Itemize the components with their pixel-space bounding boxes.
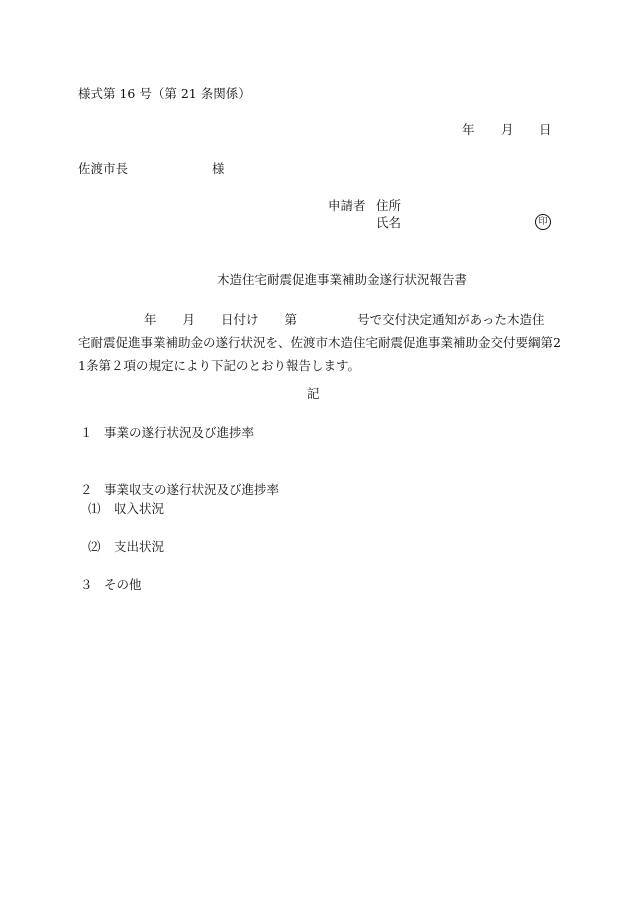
subsection-1-number: ⑴: [88, 501, 101, 516]
subsection-2-label: 支出状況: [114, 539, 165, 554]
body-line-2: 宅耐震促進事業補助金の遂行状況を、佐渡市木造住宅耐震促進事業補助金交付要綱第2: [78, 335, 561, 350]
body-line1-tail: 号で交付決定通知があった木造住: [357, 312, 545, 327]
addressee-name: 佐渡市長: [78, 161, 129, 176]
date-day-label: 日: [539, 122, 552, 137]
section-2-number: ２: [80, 482, 93, 497]
subsection-1-label: 収入状況: [114, 501, 165, 516]
body-line-3: 1条第２項の規定により下記のとおり報告します。: [78, 358, 360, 373]
applicant-name-label: 氏名: [376, 215, 402, 230]
section-2-label: 事業収支の遂行状況及び進捗率: [104, 482, 280, 497]
section-1-number: １: [80, 425, 93, 440]
body-paragraph: [78, 308, 561, 377]
body-month-label: 月: [182, 312, 196, 327]
addressee-honorific: 様: [212, 161, 225, 176]
document-title: 木造住宅耐震促進事業補助金遂行状況報告書: [217, 272, 468, 287]
section-3-number: ３: [80, 577, 93, 592]
body-number-prefix: 第: [284, 312, 298, 327]
body-year-label: 年: [144, 312, 157, 327]
applicant-label: 申請者: [328, 198, 366, 213]
body-dated-label: 日付け: [221, 312, 259, 327]
date-year-label: 年: [462, 122, 475, 137]
seal-mark: 印: [535, 214, 551, 230]
date-month-label: 月: [501, 122, 514, 137]
ki-heading: 記: [307, 386, 320, 401]
section-3-label: その他: [104, 577, 142, 592]
applicant-address-label: 住所: [376, 198, 402, 213]
body-line-1: [78, 308, 552, 331]
section-1-label: 事業の遂行状況及び進捗率: [104, 425, 255, 440]
subsection-2-number: ⑵: [88, 539, 101, 554]
form-id: 様式第 16 号（第 21 条関係）: [78, 86, 251, 101]
